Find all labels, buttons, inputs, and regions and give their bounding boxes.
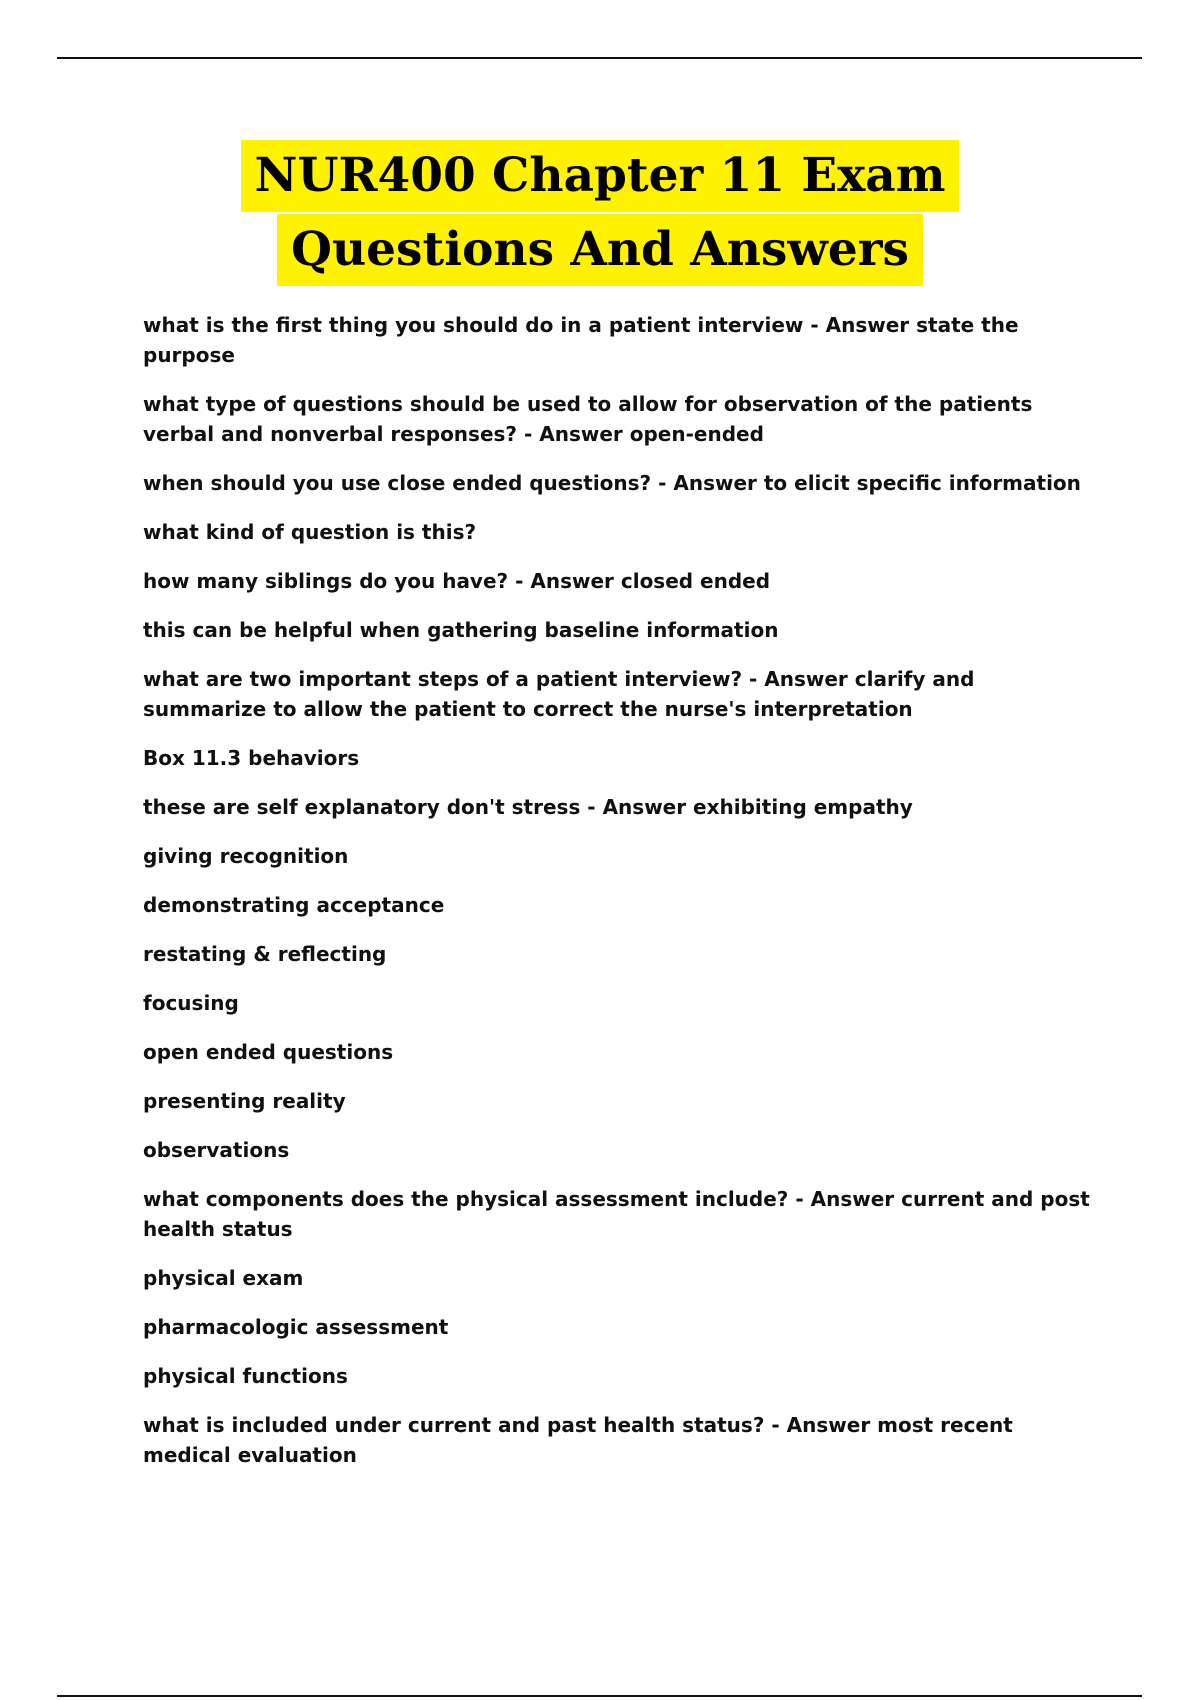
qa-entry: what kind of question is this? xyxy=(143,520,477,544)
qa-entry: observations xyxy=(143,1138,290,1162)
qa-entry: what is the first thing you should do in a patient interview - Answer state the purpose xyxy=(143,313,1019,367)
top-divider xyxy=(57,57,1142,59)
qa-entry: what components does the physical assessment include? - Answer current and post health status xyxy=(143,1187,1090,1241)
qa-entry: open ended questions xyxy=(143,1040,394,1064)
qa-entry: presenting reality xyxy=(143,1089,346,1113)
qa-entry: this can be helpful when gathering baseline information xyxy=(143,618,779,642)
title-line-2: Questions And Answers xyxy=(277,214,923,286)
qa-entry: these are self explanatory don't stress - Answer exhibiting empathy xyxy=(143,795,913,819)
qa-entry: what is included under current and past health status? - Answer most recent medical evaluation xyxy=(143,1413,1013,1467)
qa-entry: focusing xyxy=(143,991,239,1015)
title-line-1: NUR400 Chapter 11 Exam xyxy=(241,140,960,212)
qa-list xyxy=(143,310,1103,1489)
bottom-divider xyxy=(57,1695,1142,1697)
qa-entry: pharmacologic assessment xyxy=(143,1315,449,1339)
document-title xyxy=(0,140,1200,286)
qa-entry: what are two important steps of a patient interview? - Answer clarify and summarize to allow the patient to correct the nurse's interpretation xyxy=(143,667,975,721)
qa-entry: physical exam xyxy=(143,1266,304,1290)
qa-entry: demonstrating acceptance xyxy=(143,893,445,917)
qa-entry: restating & reflecting xyxy=(143,942,387,966)
qa-entry: what type of questions should be used to allow for observation of the patients verbal and nonverbal responses? - Answer open-ended xyxy=(143,392,1033,446)
qa-entry: giving recognition xyxy=(143,844,349,868)
qa-entry: when should you use close ended questions? - Answer to elicit specific information xyxy=(143,471,1081,495)
qa-entry: Box 11.3 behaviors xyxy=(143,746,360,770)
qa-entry: how many siblings do you have? - Answer closed ended xyxy=(143,569,771,593)
qa-entry: physical functions xyxy=(143,1364,348,1388)
